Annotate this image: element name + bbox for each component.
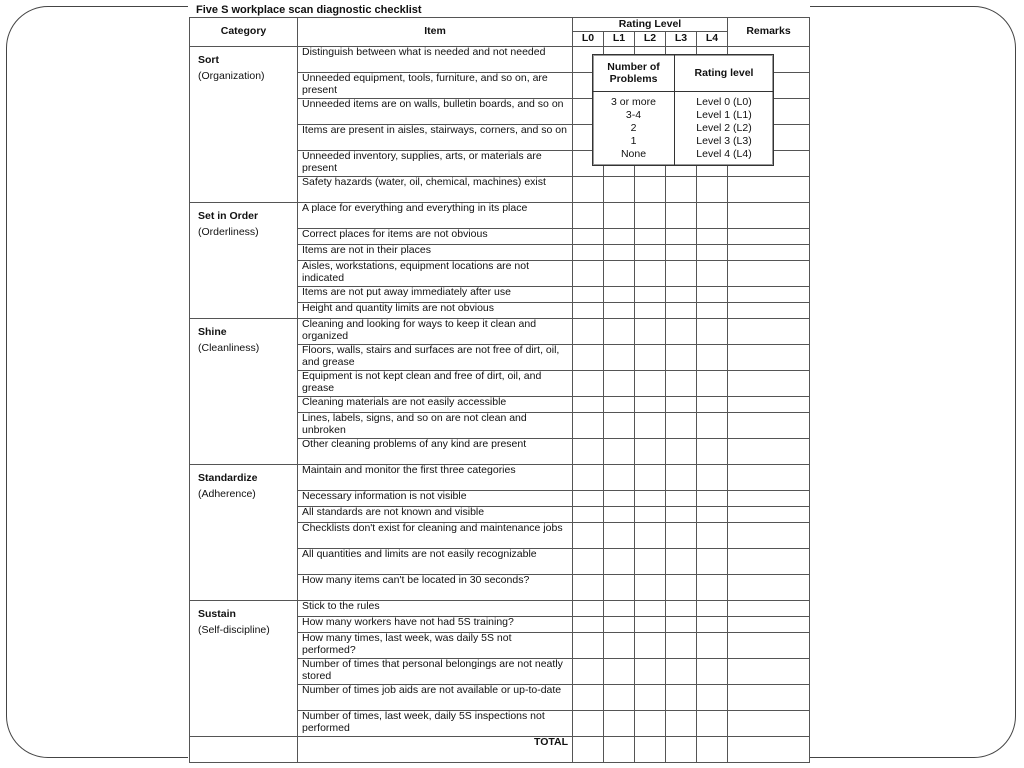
checklist-item: A place for everything and everything in its place — [298, 203, 573, 229]
rating-cell-l0[interactable] — [573, 303, 604, 319]
rating-cell-l1[interactable] — [604, 439, 635, 465]
rating-cell-l0[interactable] — [573, 685, 604, 711]
remarks-cell[interactable] — [728, 659, 810, 685]
checklist-item: Safety hazards (water, oil, chemical, machines) exist — [298, 177, 573, 203]
checklist-item: Items are present in aisles, stairways, corners, and so on — [298, 125, 573, 151]
table-row — [190, 319, 810, 345]
rating-cell-l4[interactable] — [697, 245, 728, 261]
rating-cell-l4[interactable] — [697, 287, 728, 303]
rating-cell-l3[interactable] — [666, 371, 697, 397]
total-row-blank — [190, 737, 298, 763]
rating-cell-l2[interactable] — [635, 549, 666, 575]
category-cell — [190, 601, 298, 737]
rating-cell-l0[interactable] — [573, 601, 604, 617]
rating-cell-l0[interactable] — [573, 229, 604, 245]
rating-cell-l4[interactable] — [697, 633, 728, 659]
category-subtitle: (Organization) — [198, 69, 265, 82]
category-cell — [190, 47, 298, 203]
table-row — [190, 601, 810, 617]
remarks-cell[interactable] — [728, 549, 810, 575]
remarks-cell[interactable] — [728, 685, 810, 711]
remarks-cell[interactable] — [728, 177, 810, 203]
rating-cell-l2[interactable] — [635, 465, 666, 491]
rating-cell-l3[interactable] — [666, 303, 697, 319]
checklist-item: Items are not in their places — [298, 245, 573, 261]
rating-cell-l0[interactable] — [573, 261, 604, 287]
rating-cell-l1[interactable] — [604, 549, 635, 575]
rating-cell-l4[interactable] — [697, 439, 728, 465]
rating-level-header: Rating Level — [573, 18, 728, 32]
category-header: Category — [190, 18, 298, 47]
rating-cell-l0[interactable] — [573, 439, 604, 465]
rating-legend — [592, 54, 774, 166]
rating-cell-l3[interactable] — [666, 711, 697, 737]
rating-cell-l1[interactable] — [604, 711, 635, 737]
rating-cell-l4[interactable] — [697, 397, 728, 413]
legend-problems-1: 3-4 — [625, 109, 642, 121]
rating-cell-l1[interactable] — [604, 659, 635, 685]
rating-cell-l4[interactable] — [697, 203, 728, 229]
checklist-item: How many times, last week, was daily 5S not performed? — [298, 633, 573, 659]
legend-rating-header: Rating level — [675, 55, 773, 92]
checklist-item: Stick to the rules — [298, 601, 573, 617]
remarks-cell[interactable] — [728, 413, 810, 439]
rating-cell-l1[interactable] — [604, 575, 635, 601]
rating-cell-l2[interactable] — [635, 659, 666, 685]
category-name: Sustain — [198, 608, 236, 620]
rating-cell-l1[interactable] — [604, 345, 635, 371]
checklist-item: Necessary information is not visible — [298, 491, 573, 507]
rating-cell-l2[interactable] — [635, 575, 666, 601]
rating-cell-l1[interactable] — [604, 413, 635, 439]
total-cell-l1[interactable] — [604, 737, 635, 763]
remarks-cell[interactable] — [728, 229, 810, 245]
rating-cell-l2[interactable] — [635, 439, 666, 465]
level-header-l4: L4 — [697, 32, 728, 47]
category-subtitle: (Adherence) — [198, 487, 256, 500]
rating-cell-l3[interactable] — [666, 439, 697, 465]
rating-cell-l0[interactable] — [573, 397, 604, 413]
category-subtitle: (Self-discipline) — [198, 623, 270, 636]
remarks-cell[interactable] — [728, 465, 810, 491]
rating-cell-l0[interactable] — [573, 507, 604, 523]
rating-cell-l1[interactable] — [604, 261, 635, 287]
remarks-cell[interactable] — [728, 523, 810, 549]
remarks-cell[interactable] — [728, 345, 810, 371]
rating-cell-l0[interactable] — [573, 177, 604, 203]
rating-cell-l4[interactable] — [697, 371, 728, 397]
rating-cell-l2[interactable] — [635, 633, 666, 659]
checklist-item: Floors, walls, stairs and surfaces are not free of dirt, oil, and grease — [298, 345, 573, 371]
checklist-item: Aisles, workstations, equipment locations are not indicated — [298, 261, 573, 287]
checklist-item: How many items can't be located in 30 seconds? — [298, 575, 573, 601]
rating-cell-l2[interactable] — [635, 371, 666, 397]
rating-cell-l2[interactable] — [635, 491, 666, 507]
rating-cell-l3[interactable] — [666, 203, 697, 229]
legend-level-0: Level 0 (L0) — [696, 96, 752, 108]
rating-cell-l2[interactable] — [635, 177, 666, 203]
category-cell — [190, 203, 298, 319]
rating-cell-l4[interactable] — [697, 229, 728, 245]
rating-cell-l1[interactable] — [604, 633, 635, 659]
level-header-l0: L0 — [573, 32, 604, 47]
category-subtitle: (Cleanliness) — [198, 341, 260, 354]
rating-cell-l3[interactable] — [666, 633, 697, 659]
rating-cell-l1[interactable] — [604, 303, 635, 319]
rating-cell-l2[interactable] — [635, 601, 666, 617]
level-header-l1: L1 — [604, 32, 635, 47]
total-cell-l3[interactable] — [666, 737, 697, 763]
checklist-item: Maintain and monitor the first three categories — [298, 465, 573, 491]
remarks-cell[interactable] — [728, 711, 810, 737]
category-subtitle: (Orderliness) — [198, 225, 259, 238]
remarks-cell[interactable] — [728, 319, 810, 345]
rating-cell-l2[interactable] — [635, 413, 666, 439]
rating-cell-l0[interactable] — [573, 465, 604, 491]
rating-cell-l3[interactable] — [666, 319, 697, 345]
rating-cell-l0[interactable] — [573, 203, 604, 229]
checklist-item: All quantities and limits are not easily recognizable — [298, 549, 573, 575]
rating-cell-l3[interactable] — [666, 659, 697, 685]
legend-problems-column — [593, 92, 675, 165]
checklist-item: Other cleaning problems of any kind are present — [298, 439, 573, 465]
rating-cell-l4[interactable] — [697, 549, 728, 575]
checklist-item: Lines, labels, signs, and so on are not clean and unbroken — [298, 413, 573, 439]
rating-cell-l3[interactable] — [666, 261, 697, 287]
category-name: Set in Order — [198, 210, 259, 222]
remarks-cell[interactable] — [728, 397, 810, 413]
checklist-item: Unneeded inventory, supplies, arts, or materials are present — [298, 151, 573, 177]
legend-level-1: Level 1 (L1) — [696, 109, 752, 121]
checklist-item: Cleaning materials are not easily accessible — [298, 397, 573, 413]
rating-cell-l3[interactable] — [666, 491, 697, 507]
checklist-item: Checklists don't exist for cleaning and maintenance jobs — [298, 523, 573, 549]
checklist-item: Correct places for items are not obvious — [298, 229, 573, 245]
rating-cell-l0[interactable] — [573, 633, 604, 659]
legend-problems-header: Number of Problems — [593, 55, 675, 92]
rating-cell-l3[interactable] — [666, 685, 697, 711]
checklist-item: Items are not put away immediately after use — [298, 287, 573, 303]
checklist-item: Distinguish between what is needed and not needed — [298, 47, 573, 73]
rating-cell-l1[interactable] — [604, 287, 635, 303]
rating-cell-l0[interactable] — [573, 245, 604, 261]
rating-cell-l4[interactable] — [697, 465, 728, 491]
remarks-cell[interactable] — [728, 303, 810, 319]
category-cell — [190, 319, 298, 465]
rating-cell-l4[interactable] — [697, 685, 728, 711]
rating-cell-l4[interactable] — [697, 617, 728, 633]
rating-cell-l3[interactable] — [666, 177, 697, 203]
rating-cell-l0[interactable] — [573, 523, 604, 549]
rating-cell-l2[interactable] — [635, 319, 666, 345]
rating-cell-l4[interactable] — [697, 345, 728, 371]
table-row — [190, 465, 810, 491]
rating-cell-l1[interactable] — [604, 523, 635, 549]
rating-cell-l3[interactable] — [666, 345, 697, 371]
rating-cell-l1[interactable] — [604, 685, 635, 711]
rating-cell-l4[interactable] — [697, 601, 728, 617]
rating-cell-l4[interactable] — [697, 261, 728, 287]
remarks-cell[interactable] — [728, 491, 810, 507]
rating-cell-l4[interactable] — [697, 413, 728, 439]
rating-cell-l4[interactable] — [697, 303, 728, 319]
checklist-item: Equipment is not kept clean and free of dirt, oil, and grease — [298, 371, 573, 397]
rating-cell-l0[interactable] — [573, 659, 604, 685]
rating-cell-l2[interactable] — [635, 345, 666, 371]
rating-cell-l2[interactable] — [635, 203, 666, 229]
remarks-cell[interactable] — [728, 287, 810, 303]
rating-cell-l0[interactable] — [573, 345, 604, 371]
checklist-item: Unneeded items are on walls, bulletin boards, and so on — [298, 99, 573, 125]
rating-cell-l1[interactable] — [604, 319, 635, 345]
total-cell-l4[interactable] — [697, 737, 728, 763]
rating-cell-l3[interactable] — [666, 465, 697, 491]
legend-problems-2: 2 — [630, 122, 637, 134]
checklist-item: Number of times, last week, daily 5S inspections not performed — [298, 711, 573, 737]
level-header-l2: L2 — [635, 32, 666, 47]
rating-cell-l4[interactable] — [697, 491, 728, 507]
rating-cell-l3[interactable] — [666, 397, 697, 413]
rating-cell-l0[interactable] — [573, 549, 604, 575]
category-name: Sort — [198, 54, 219, 66]
remarks-cell[interactable] — [728, 601, 810, 617]
rating-cell-l2[interactable] — [635, 229, 666, 245]
rating-cell-l0[interactable] — [573, 711, 604, 737]
rating-cell-l0[interactable] — [573, 413, 604, 439]
rating-cell-l2[interactable] — [635, 397, 666, 413]
rating-cell-l2[interactable] — [635, 617, 666, 633]
legend-level-4: Level 4 (L4) — [696, 148, 752, 160]
legend-problems-4: None — [620, 148, 647, 160]
rating-cell-l1[interactable] — [604, 371, 635, 397]
rating-cell-l1[interactable] — [604, 601, 635, 617]
rating-cell-l1[interactable] — [604, 177, 635, 203]
rating-cell-l0[interactable] — [573, 319, 604, 345]
checklist-item: Height and quantity limits are not obvious — [298, 303, 573, 319]
total-cell-l2[interactable] — [635, 737, 666, 763]
remarks-cell[interactable] — [728, 439, 810, 465]
remarks-cell[interactable] — [728, 261, 810, 287]
rating-cell-l3[interactable] — [666, 549, 697, 575]
rating-cell-l0[interactable] — [573, 575, 604, 601]
rating-cell-l3[interactable] — [666, 601, 697, 617]
level-header-l3: L3 — [666, 32, 697, 47]
category-cell — [190, 465, 298, 601]
rating-cell-l0[interactable] — [573, 491, 604, 507]
rating-cell-l1[interactable] — [604, 397, 635, 413]
category-name: Standardize — [198, 472, 258, 484]
rating-cell-l3[interactable] — [666, 523, 697, 549]
legend-level-3: Level 3 (L3) — [696, 135, 752, 147]
remarks-cell[interactable] — [728, 371, 810, 397]
rating-cell-l3[interactable] — [666, 287, 697, 303]
rating-cell-l3[interactable] — [666, 229, 697, 245]
legend-problems-0: 3 or more — [611, 96, 656, 108]
document-title: Five S workplace scan diagnostic checklist — [196, 4, 422, 16]
rating-cell-l4[interactable] — [697, 319, 728, 345]
rating-cell-l3[interactable] — [666, 413, 697, 439]
rating-cell-l4[interactable] — [697, 507, 728, 523]
rating-cell-l2[interactable] — [635, 711, 666, 737]
rating-cell-l4[interactable] — [697, 711, 728, 737]
rating-cell-l0[interactable] — [573, 371, 604, 397]
rating-cell-l1[interactable] — [604, 491, 635, 507]
rating-cell-l0[interactable] — [573, 617, 604, 633]
total-remarks-cell[interactable] — [728, 737, 810, 763]
checklist-item: Number of times that personal belongings are not neatly stored — [298, 659, 573, 685]
rating-cell-l4[interactable] — [697, 575, 728, 601]
table-row — [190, 203, 810, 229]
checklist-item: Number of times job aids are not available or up-to-date — [298, 685, 573, 711]
total-label: TOTAL — [298, 737, 573, 763]
remarks-cell[interactable] — [728, 633, 810, 659]
total-row — [190, 737, 810, 763]
rating-cell-l2[interactable] — [635, 303, 666, 319]
item-header: Item — [298, 18, 573, 47]
rating-cell-l2[interactable] — [635, 507, 666, 523]
rating-cell-l2[interactable] — [635, 245, 666, 261]
rating-cell-l1[interactable] — [604, 617, 635, 633]
rating-cell-l2[interactable] — [635, 261, 666, 287]
checklist-item: All standards are not known and visible — [298, 507, 573, 523]
remarks-cell[interactable] — [728, 575, 810, 601]
rating-cell-l3[interactable] — [666, 507, 697, 523]
remarks-cell[interactable] — [728, 617, 810, 633]
legend-level-2: Level 2 (L2) — [696, 122, 752, 134]
rating-cell-l2[interactable] — [635, 523, 666, 549]
rating-cell-l1[interactable] — [604, 465, 635, 491]
category-name: Shine — [198, 326, 227, 338]
rating-cell-l1[interactable] — [604, 245, 635, 261]
rating-cell-l4[interactable] — [697, 523, 728, 549]
rating-cell-l3[interactable] — [666, 245, 697, 261]
remarks-cell[interactable] — [728, 203, 810, 229]
checklist-item: Unneeded equipment, tools, furniture, and so on, are present — [298, 73, 573, 99]
rating-cell-l3[interactable] — [666, 575, 697, 601]
remarks-header: Remarks — [728, 18, 810, 47]
rating-cell-l2[interactable] — [635, 685, 666, 711]
checklist-item: Cleaning and looking for ways to keep it clean and organized — [298, 319, 573, 345]
total-cell-l0[interactable] — [573, 737, 604, 763]
rating-cell-l2[interactable] — [635, 287, 666, 303]
remarks-cell[interactable] — [728, 245, 810, 261]
rating-cell-l1[interactable] — [604, 229, 635, 245]
legend-levels-column — [675, 92, 773, 161]
checklist-item: How many workers have not had 5S training? — [298, 617, 573, 633]
rating-cell-l4[interactable] — [697, 659, 728, 685]
rating-cell-l1[interactable] — [604, 507, 635, 523]
rating-cell-l4[interactable] — [697, 177, 728, 203]
rating-cell-l1[interactable] — [604, 203, 635, 229]
rating-cell-l0[interactable] — [573, 287, 604, 303]
rating-cell-l3[interactable] — [666, 617, 697, 633]
remarks-cell[interactable] — [728, 507, 810, 523]
legend-problems-3: 1 — [630, 135, 637, 147]
